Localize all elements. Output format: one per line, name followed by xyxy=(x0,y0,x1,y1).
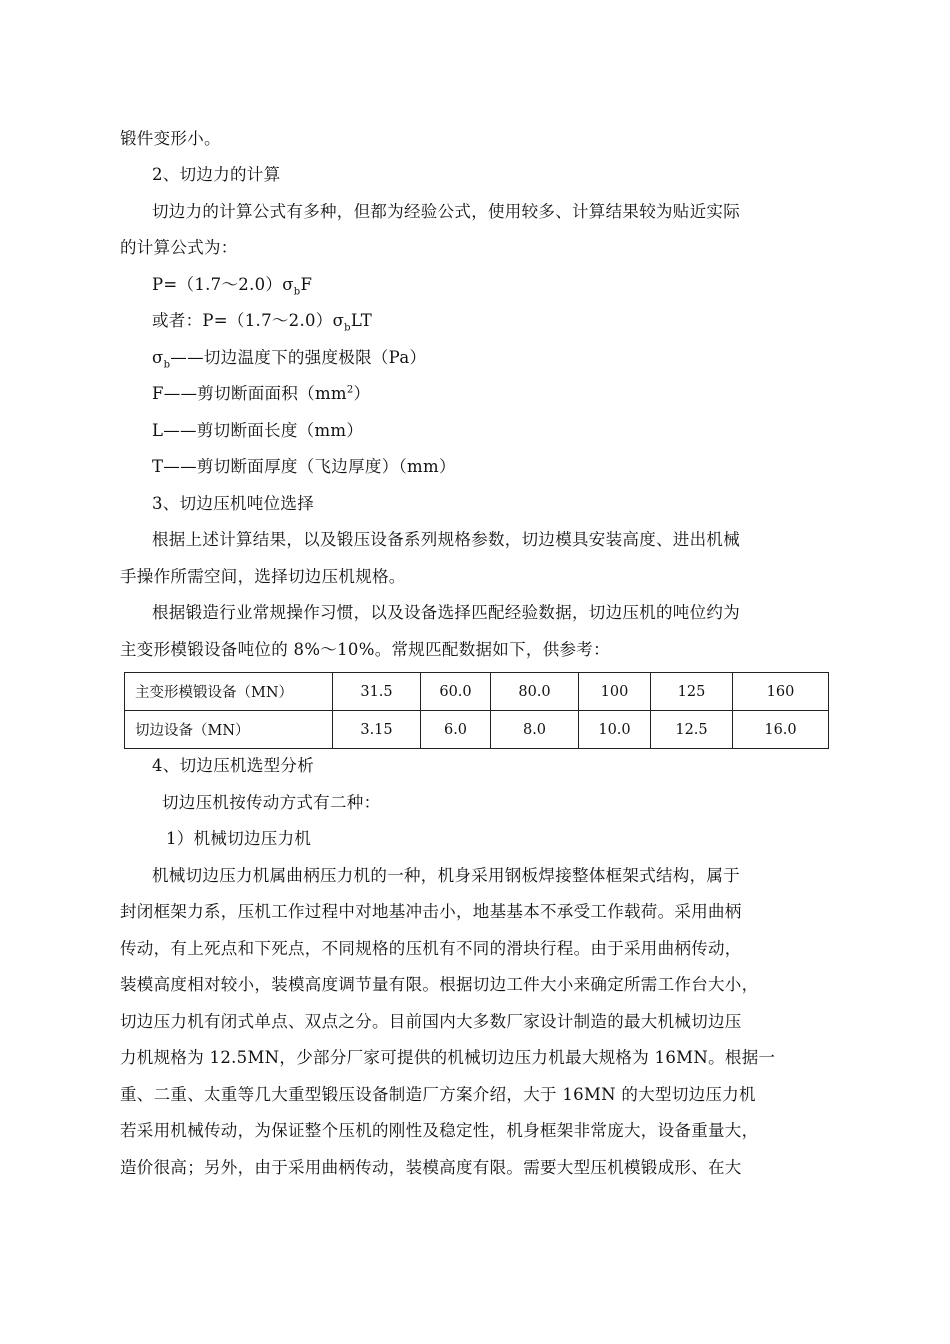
table-cell: 60.0 xyxy=(421,673,491,711)
row-label: 主变形模锻设备（MN） xyxy=(125,673,333,711)
table-cell: 6.0 xyxy=(421,711,491,749)
table-cell: 80.0 xyxy=(491,673,579,711)
definition-text: F——剪切断面面积（mm xyxy=(152,384,347,403)
definition-line: L——剪切断面长度（mm） xyxy=(152,421,364,440)
paragraph-line: 装模高度相对较小，装模高度调节量有限。根据切边工件大小来确定所需工作台大小， xyxy=(120,975,759,994)
paragraph-line: 重、二重、太重等几大重型锻压设备制造厂方案介绍，大于 16MN 的大型切边压力机 xyxy=(120,1085,756,1104)
paragraph-line: 手操作所需空间，选择切边压机规格。 xyxy=(120,567,406,586)
definition-line xyxy=(152,383,872,405)
definition-superscript: 2 xyxy=(346,384,354,396)
definition-symbol: σ xyxy=(152,348,164,367)
subsection-heading: 1）机械切边压力机 xyxy=(166,829,312,848)
paragraph-line: 锻件变形小。 xyxy=(120,129,221,148)
formula-subscript: b xyxy=(293,286,301,298)
formula-text: F xyxy=(300,275,313,294)
table-cell: 12.5 xyxy=(651,711,733,749)
definition-subscript: b xyxy=(163,359,171,371)
formula-line xyxy=(152,274,872,296)
table-row xyxy=(125,711,829,749)
section-heading: 3、切边压机吨位选择 xyxy=(152,494,314,513)
section-heading: 4、切边压机选型分析 xyxy=(152,756,314,775)
table-cell: 8.0 xyxy=(491,711,579,749)
definition-line: T——剪切断面厚度（飞边厚度）（mm） xyxy=(152,457,456,476)
formula-text: P=（1.7～2.0）σ xyxy=(152,275,294,294)
table-cell: 100 xyxy=(579,673,651,711)
paragraph-line: 切边压机按传动方式有二种： xyxy=(162,793,381,812)
paragraph-line: 造价很高；另外，由于采用曲柄传动，装模高度有限。需要大型压机模锻成形、在大 xyxy=(120,1158,742,1177)
paragraph-line: 主变形模锻设备吨位的 8%～10%。常规匹配数据如下，供参考： xyxy=(120,640,610,659)
paragraph-line: 封闭框架力系，压机工作过程中对地基冲击小，地基基本不承受工作载荷。采用曲柄 xyxy=(120,902,742,921)
formula-subscript: b xyxy=(344,322,351,334)
paragraph-line: 传动，有上死点和下死点，不同规格的压机有不同的滑块行程。由于采用曲柄传动， xyxy=(120,939,742,958)
table-cell: 10.0 xyxy=(579,711,651,749)
table-cell: 3.15 xyxy=(333,711,421,749)
definition-text: ） xyxy=(353,384,371,403)
formula-text: LT xyxy=(350,311,373,330)
paragraph-line: 若采用机械传动，为保证整个压机的刚性及稳定性，机身框架非常庞大，设备重量大， xyxy=(120,1121,759,1140)
section-heading: 2、切边力的计算 xyxy=(152,165,281,184)
row-label: 切边设备（MN） xyxy=(125,711,333,749)
paragraph-line: 机械切边压力机属曲柄压力机的一种，机身采用钢板焊接整体框架式结构，属于 xyxy=(152,866,740,885)
table-row xyxy=(125,673,829,711)
formula-text: 或者：P=（1.7～2.0）σ xyxy=(152,311,345,330)
table-cell: 31.5 xyxy=(333,673,421,711)
table-cell: 125 xyxy=(651,673,733,711)
paragraph-line: 根据上述计算结果，以及锻压设备系列规格参数，切边模具安装高度、进出机械 xyxy=(152,530,740,549)
table-cell: 16.0 xyxy=(733,711,829,749)
matching-table xyxy=(124,672,829,749)
table-cell: 160 xyxy=(733,673,829,711)
definition-text: ——切边温度下的强度极限（Pa） xyxy=(170,348,427,367)
paragraph-line: 的计算公式为： xyxy=(120,238,238,257)
paragraph-line: 切边力的计算公式有多种，但都为经验公式，使用较多、计算结果较为贴近实际 xyxy=(152,202,740,221)
paragraph-line: 根据锻造行业常规操作习惯，以及设备选择匹配经验数据，切边压机的吨位约为 xyxy=(152,603,740,622)
formula-line xyxy=(152,310,872,332)
paragraph-line: 力机规格为 12.5MN，少部分厂家可提供的机械切边压力机最大规格为 16MN。根据一 xyxy=(120,1048,776,1067)
definition-line xyxy=(152,347,872,369)
paragraph-line: 切边压力机有闭式单点、双点之分。目前国内大多数厂家设计制造的最大机械切边压 xyxy=(120,1012,742,1031)
